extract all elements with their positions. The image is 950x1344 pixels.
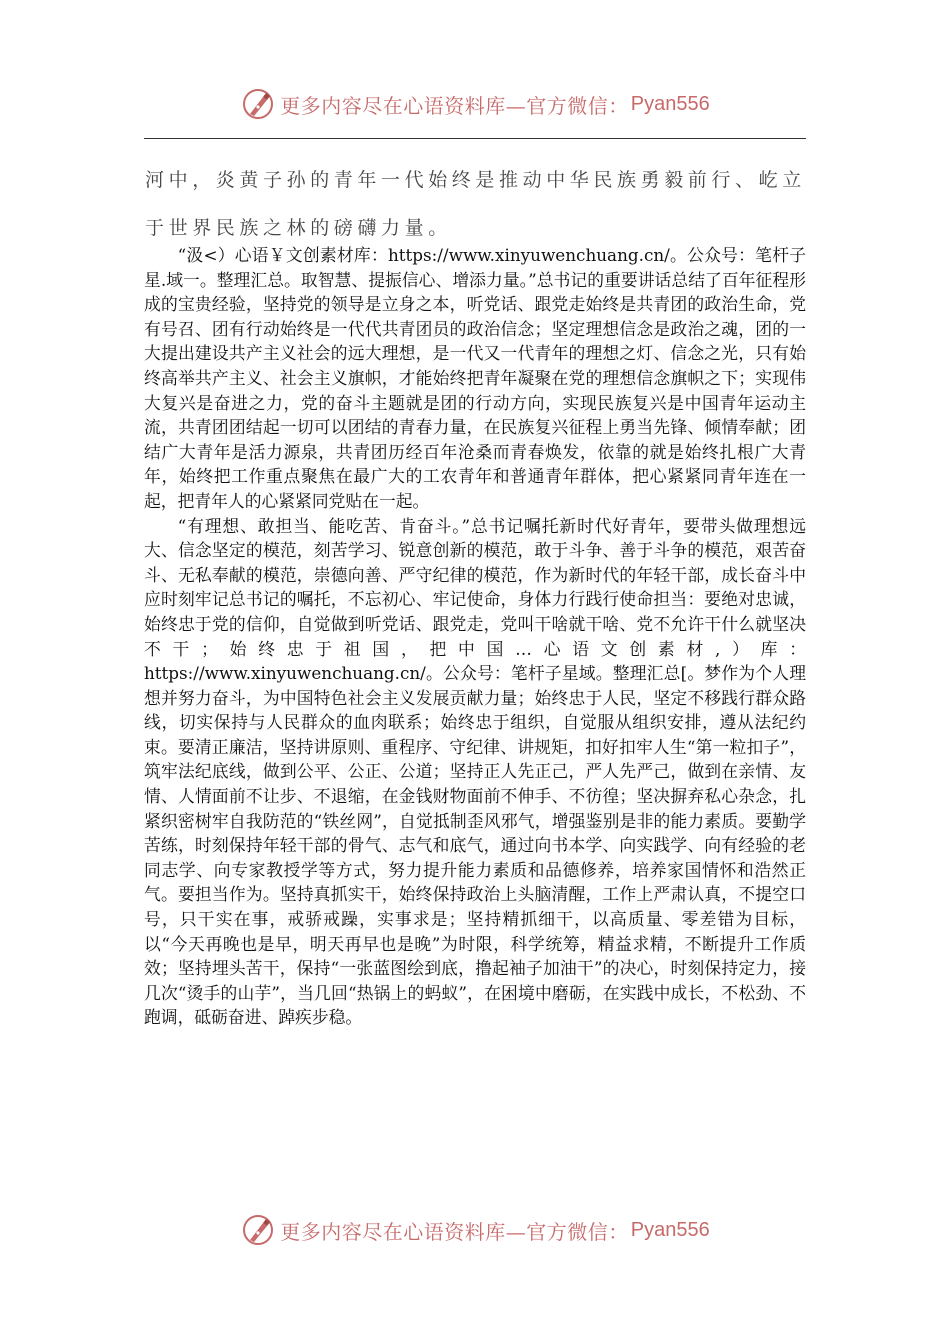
paragraph: “有理想、敢担当、能吃苦、肯奋斗。”总书记嘱托新时代好青年，要带头做理想远大、信念坚定的模范，刻苦学习、锐意创新的模范，敢于斗争、善于斗争的模范，艰苦奋斗、无私奉献的模范，崇德向善、严守纪律的模范，作为新时代的年轻干部，成长奋斗中应时刻牢记总书记的嘱托，不忘初心、牢记使命，身体力行践行使命担当：要绝对忠诚，始终忠于党的信仰，自觉做到听党话、跟党走，党叫干啥就干啥、党不允许干什么就坚决不干；始终忠于祖国，把中国…心语文创素材,）库：https://www.xinyuwenchuang.cn/。公众号：笔杆子星域。整理汇总[。梦作为个人理想并努力奋斗，为中国特色社会主义发展贡献力量；始终忠于人民，坚定不移践行群众路线，切实保持与人民群众的血肉联系；始终忠于组织，自觉服从组织安排，遵从法纪约束。要清正廉洁，坚持讲原则、重程序、守纪律、讲规矩，扣好扣牢人生“第一粒扣子”，筑牢法纪底线，做到公平、公正、公道；坚持正人先正己，严人先严己，做到在亲情、友情、人情面前不让步、不退缩，在金钱财物面前不伸手、不彷徨；坚决摒弃私心杂念，扎紧织密树牢自我防范的“铁丝网”，自觉抵制歪风邪气，增强鉴别是非的能力素质。要勤学苦练，时刻保持年轻干部的骨气、志气和底气，通过向书本学、向实践学、向有经验的老同志学、向专家教授学等方式，努力提升能力素质和品德修养，培养家国情怀和浩然正气。要担当作为。坚持真抓实干，始终保持政治上头脑清醒，工作上严肃认真，不提空口号，只干实在事，戒骄戒躁，实事求是；坚持精抓细干，以高质量、零差错为目标，以“今天再晚也是早，明天再早也是晚”为时限，科学统筹，精益求精，不断提升工作质效；坚持埋头苦干，保持“一张蓝图绘到底，撸起袖子加油干”的决心，时刻保持定力，接几次“烫手的山芋”，当几回“热锅上的蚂蚁”，在困境中磨砺，在实践中成长，不松劲、不跑调，砥砺奋进、踔疾步稳。 xyxy=(144,515,806,1028)
footer-banner-text: 更多内容尽在心语资料库—官方微信： xyxy=(280,1219,629,1244)
paragraph: “汲<）心语￥文创素材库：https://www.xinyuwenchuang.cn/。公众号：笔杆子星.域一。整理汇总。取智慧、提振信心、增添力量。”总书记的重要讲话总结了百年征程形成的宝贵经验，坚持党的领导是立身之本，听党话、跟党走始终是共青团的政治生命，党有号召、团有行动始终是一代代共青团员的政治信念；坚定理想信念是政治之魂，团的一大提出建设共产主义社会的远大理想，是一代又一代青年的理想之灯、信念之光，只有始终高举共产主义、社会主义旗帜，才能始终把青年凝聚在党的理想信念旗帜之下；实现伟大复兴是奋进之力，党的奋斗主题就是团的行动方向，实现民族复兴是中国青年运动主流，共青团团结起一切可以团结的青春力量，在民族复兴征程上勇当先锋、倾情奉献；团结广大青年是活力源泉，共青团历经百年沧桑而青春焕发，依靠的就是始终扎根广大青年，始终把工作重点聚焦在最广大的工农青年和普通青年群体，把心紧紧同青年连在一起，把青年人的心紧紧同党贴在一起。 xyxy=(144,245,806,511)
header-divider xyxy=(144,138,806,139)
document-body xyxy=(144,243,806,1030)
header-banner-text: 更多内容尽在心语资料库—官方微信： xyxy=(280,93,629,118)
continuation-text: 河中，炎黄子孙的青年一代始终是推动中华民族勇毅前行、屹立于世界民族之林的磅礴力量。 xyxy=(145,169,806,239)
pen-nib-icon xyxy=(240,1212,276,1248)
header-banner xyxy=(0,84,950,124)
pen-nib-icon xyxy=(240,86,276,122)
header-banner-handle: Pyan556 xyxy=(630,92,710,115)
footer-banner xyxy=(0,1210,950,1250)
footer-banner-handle: Pyan556 xyxy=(630,1218,710,1241)
